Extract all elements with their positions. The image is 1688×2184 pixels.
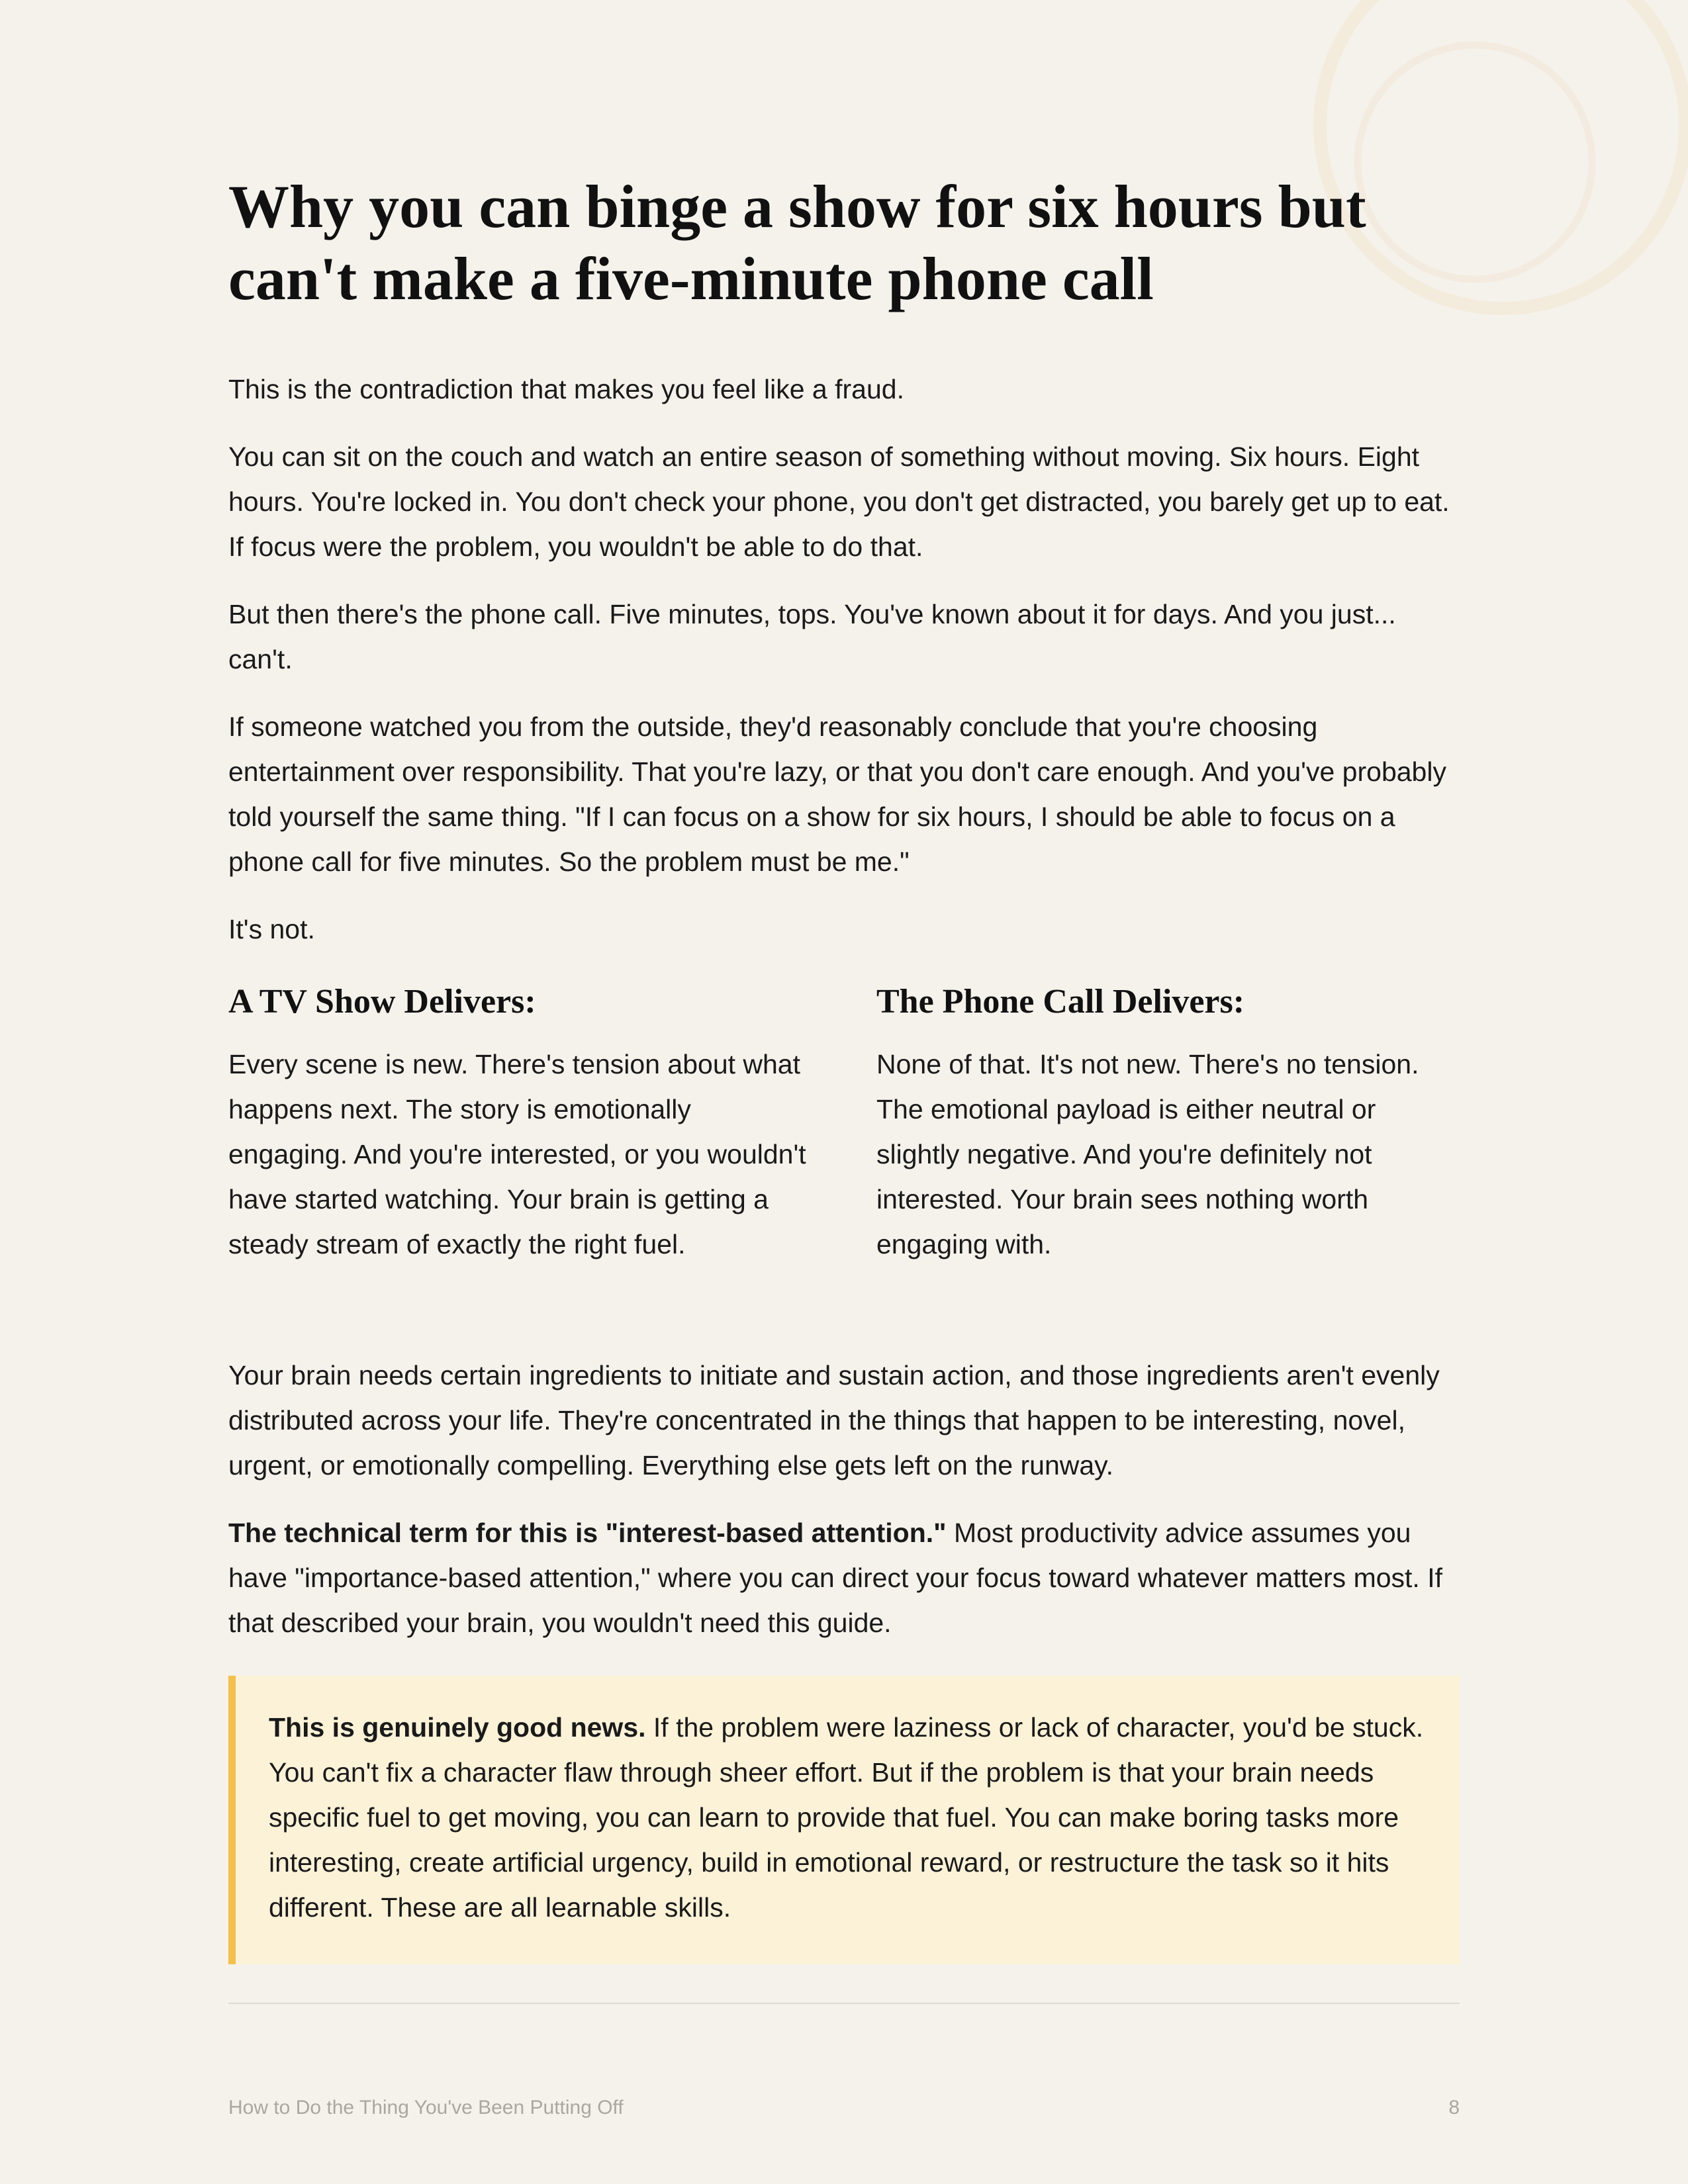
body-paragraph bbox=[228, 1510, 1460, 1645]
callout-body: If the problem were laziness or lack of character, you'd be stuck. You can't fix a character flaw through sheer effort. But if the problem is that your brain needs specific fuel to get moving, you can learn to provide that fuel. You can make boring tasks more interesting, create artificial urgency, build in emotional reward, or restructure the task so it hits different. These are all learnable skills. bbox=[269, 1712, 1424, 1923]
column-heading: A TV Show Delivers: bbox=[228, 983, 536, 1021]
tv-show-column bbox=[228, 982, 812, 1289]
body-paragraph: Your brain needs certain ingredients to initiate and sustain action, and those ingredients aren't evenly distributed across your life. They're concentrated in the things that happen to be interesting, novel, urgent, or emotionally compelling. Everything else gets left on the runway. bbox=[228, 1360, 1440, 1480]
column-heading: The Phone Call Delivers: bbox=[876, 983, 1245, 1021]
page-footer bbox=[228, 2097, 1460, 2119]
intro-paragraph: It's not. bbox=[228, 914, 315, 944]
callout-text bbox=[269, 1705, 1427, 1930]
page-title: Why you can binge a show for six hours but can't make a five-minute phone call bbox=[228, 173, 1366, 312]
paragraph-text: Most productivity advice assumes you have "importance-based attention," where you can direct your focus toward whatever matters most. If that described your brain, you wouldn't need this guide. bbox=[228, 1518, 1442, 1638]
phone-call-column bbox=[876, 982, 1460, 1289]
intro-paragraph: This is the contradiction that makes you feel like a fraud. bbox=[228, 374, 904, 404]
column-text: Every scene is new. There's tension about what happens next. The story is emotionally engaging. And you're interested, or you wouldn't have started watching. Your brain is getting a steady stream of exactly the right fuel. bbox=[228, 1049, 806, 1259]
intro-paragraph: You can sit on the couch and watch an entire season of something without moving. Six hours. Eight hours. You're locked in. You don't check your phone, you don't get distracted, you barely get up to eat. If focus were the problem, you wouldn't be able to do that. bbox=[228, 441, 1450, 562]
callout-box bbox=[228, 1676, 1460, 1964]
intro-paragraph: But then there's the phone call. Five minutes, tops. You've known about it for days. And you just... can't. bbox=[228, 599, 1396, 674]
page-number: 8 bbox=[1448, 2097, 1460, 2118]
callout-bold-lead: This is genuinely good news. bbox=[269, 1712, 646, 1743]
footer-divider bbox=[228, 2003, 1460, 2004]
page-content bbox=[228, 171, 1460, 2004]
comparison-columns bbox=[228, 982, 1460, 1289]
column-text: None of that. It's not new. There's no tension. The emotional payload is either neutral or slightly negative. And you're definitely not interested. Your brain sees nothing worth engaging with. bbox=[876, 1049, 1419, 1259]
bold-lead: The technical term for this is "interest-based attention." bbox=[228, 1518, 947, 1548]
intro-paragraph: If someone watched you from the outside, they'd reasonably conclude that you're choosing entertainment over responsibility. That you're lazy, or that you don't care enough. And you've probably told yourself the same thing. "If I can focus on a show for six hours, I should be able to focus on a phone call for five minutes. So the problem must be me." bbox=[228, 711, 1446, 877]
footer-document-title: How to Do the Thing You've Been Putting Off bbox=[228, 2097, 624, 2118]
